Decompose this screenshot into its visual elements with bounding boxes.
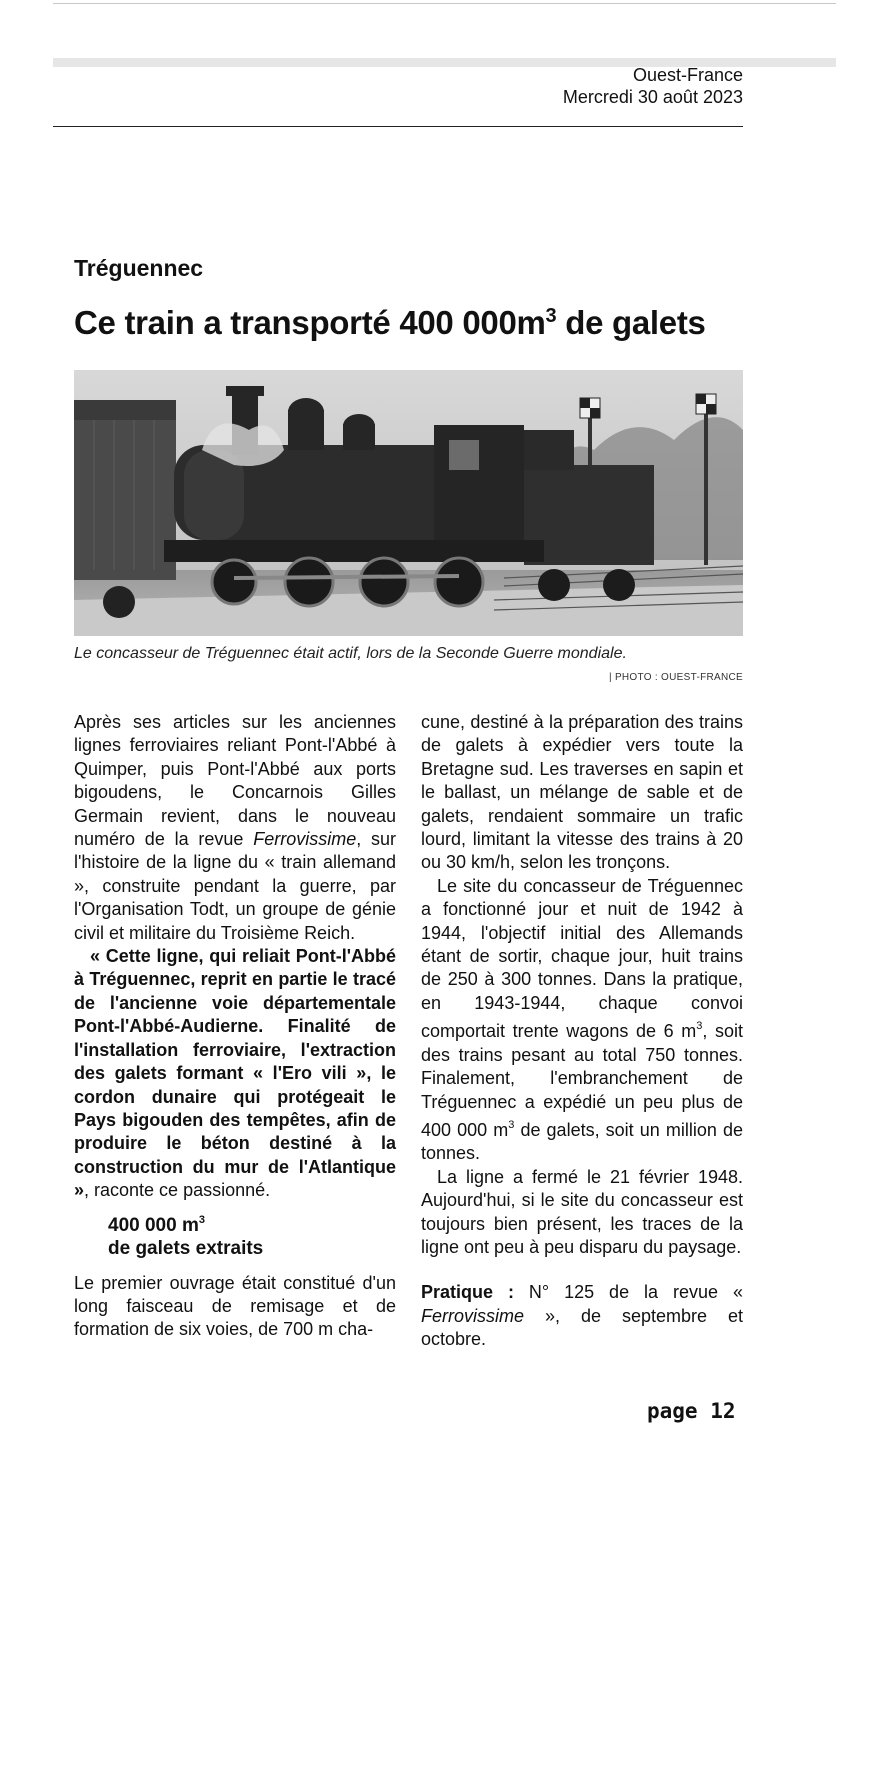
pratique-text-end: », de septembre et octobre. (421, 1305, 743, 1350)
headline-superscript: 3 (545, 305, 557, 327)
pratique-magazine-title: Ferrovissime (421, 1305, 525, 1326)
production-text-2: , soit des trains pesant au total 750 tonnes. Finalement, l'embranchement de Tréguennec a expédié un peu plus de 400 000 m (421, 1021, 743, 1140)
article-photo (74, 370, 743, 636)
top-rule (53, 3, 836, 4)
production-text: Le site du concasseur de Tréguennec a fonctionné jour et nuit de 1942 à 1944, l'objectif initial des Allemands étant de sortir, chaque jour, huit trains de 250 à 300 tonnes. Dans la pratique, en 1943-1944, chaque convoi comportait trente wagons de 6 m (421, 875, 743, 1042)
pratique-label: Pratique : (421, 1282, 514, 1303)
photo-credit: | PHOTO : OUEST-FRANCE (608, 672, 743, 683)
photo-caption: Le concasseur de Tréguennec était actif, lors de la Seconde Guerre mondiale. (74, 645, 627, 662)
column-flow-left (74, 1272, 396, 1782)
paragraph-yard-continued (421, 711, 743, 875)
cubic-superscript: 3 (696, 1020, 703, 1033)
page-number: page 12 (647, 1399, 736, 1423)
subhead-superscript: 3 (198, 1213, 205, 1226)
publication-name: Ouest-France (632, 65, 743, 85)
headline-tail: de galets (556, 304, 706, 341)
paragraph-pratique (421, 1281, 743, 1351)
steam-locomotive-photo (74, 370, 743, 636)
masthead (563, 64, 743, 108)
production-text-3: de galets, soit un million de tonnes. (421, 1119, 743, 1164)
paragraph-gap (421, 1259, 743, 1281)
pratique-text: N° 125 de la revue « (513, 1282, 743, 1303)
intro-text: Après ses articles sur les anciennes lignes ferroviaires reliant Pont-l'Abbé à Quimper, puis Pont-l'Abbé aux ports bigoudens, le Concarnois Gilles Germain revient, dans le nouveau numéro de la revue (74, 712, 396, 850)
cubic-superscript-2: 3 (508, 1118, 515, 1131)
magazine-title: Ferrovissime (253, 829, 357, 850)
header-rule (53, 126, 743, 127)
paragraph-quote (74, 945, 396, 1202)
yard-text-continued: cune, destiné à la préparation des trains de galets à expédier vers toute la Bretagne sud. Les traverses en sapin et le ballast, un mélange de sable et de galets, rendaient sommaire un trafic lourd, limitant la vitesse des trains à 20 ou 30 km/h, selon les tronçons. (421, 712, 743, 873)
intro-text-end: , sur l'histoire de la ligne du « train allemand », construite pendant la guerre, par l'Organisation Todt, un groupe de génie civil et militaire du Troisième Reich. (74, 829, 397, 943)
article-column-right (421, 711, 743, 1352)
paragraph-production (421, 875, 743, 1166)
subhead-line-1: 400 000 m (108, 1214, 199, 1236)
article-headline (74, 304, 706, 342)
article-kicker: Tréguennec (74, 255, 204, 281)
quote-attribution: , raconte ce passionné. (84, 1180, 271, 1201)
paragraph-yard: Le premier ouvrage était constitué d'un long faisceau de remisage et de formation de six voies, de 700 m cha- (74, 1272, 396, 1340)
subhead-line-2: de galets extraits (108, 1237, 264, 1259)
article-subhead (74, 1209, 396, 1260)
paragraph-closure: La ligne a fermé le 21 février 1948. Aujourd'hui, si le site du concasseur est toujours bien présent, les traces de la ligne ont peu à peu disparu du paysage. (421, 1166, 743, 1257)
headline-main: Ce train a transporté 400 000m (74, 304, 546, 341)
publication-date: Mercredi 30 août 2023 (562, 87, 743, 107)
article-column-left (74, 711, 396, 1782)
quote-text: « Cette ligne, qui reliait Pont-l'Abbé à Tréguennec, reprit en partie le tracé de l'ancienne voie départementale Pont-l'Abbé-Audierne. Finalité de l'installation ferroviaire, l'extraction des galets formant « l'Ero vili », le cordon dunaire qui protégeait le Pays bigouden des tempêtes, afin de produire le béton destiné à la construction du mur de l'Atlantique » (74, 946, 396, 1201)
paragraph-intro (74, 711, 396, 945)
